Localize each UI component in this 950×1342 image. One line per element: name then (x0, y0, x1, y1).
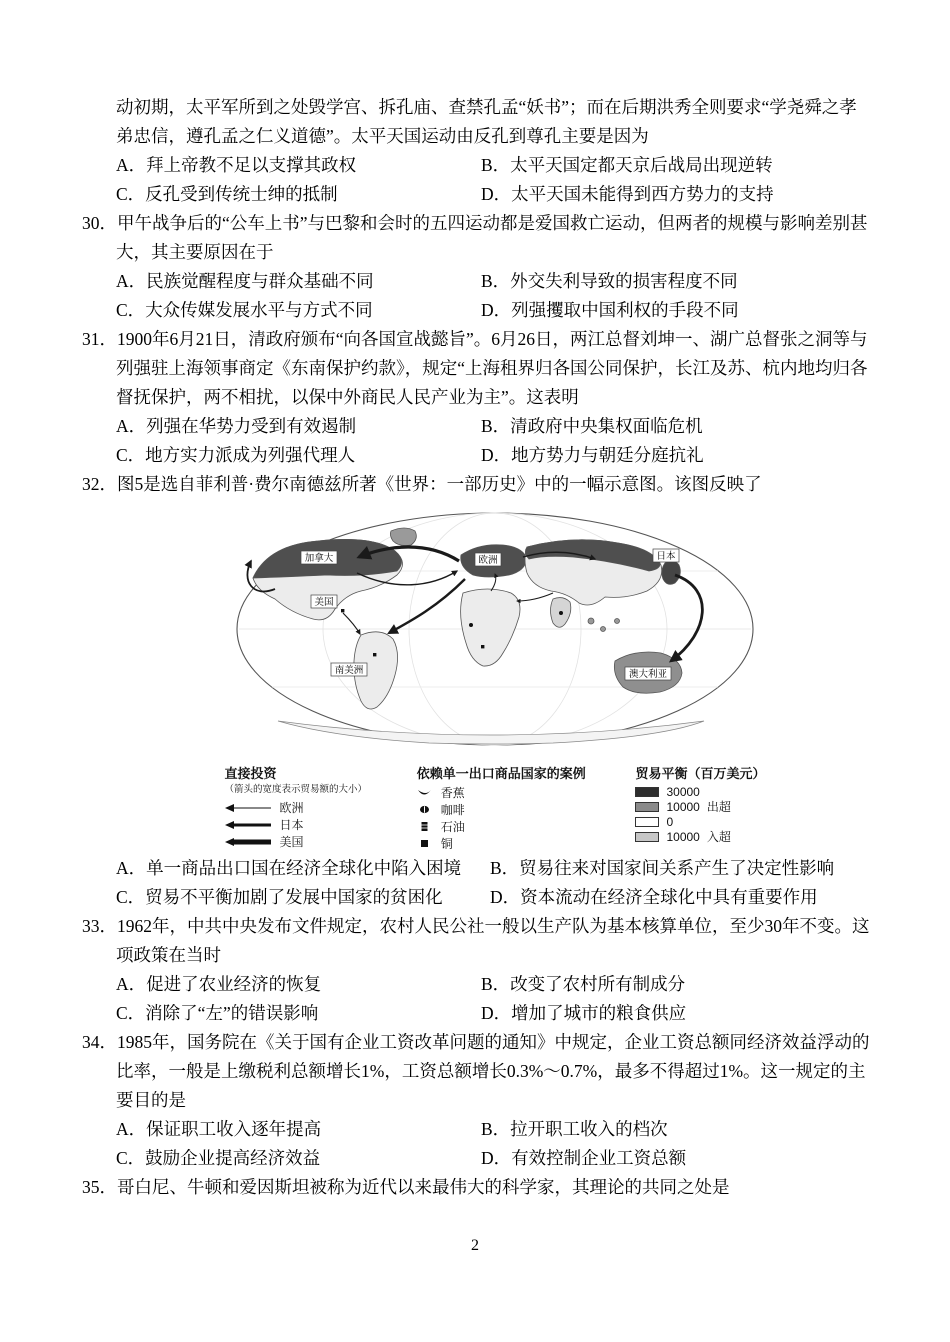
option-a: A．拜上帝教不足以支撑其政权 (116, 155, 357, 175)
legend-entry (417, 784, 586, 801)
legend-entry-label: 欧洲 (279, 801, 304, 815)
legend-entry-label: 咖啡 (440, 803, 465, 817)
legend-direct-investment (225, 766, 368, 852)
southeast-asia-island (600, 627, 605, 632)
scale-note: 入超 (706, 830, 731, 844)
legend-entry (225, 816, 368, 833)
option-a: A．保证职工收入逐年提高 (116, 1119, 322, 1139)
option-c: C．鼓励企业提高经济效益 (116, 1148, 321, 1168)
legend-entry (225, 833, 368, 850)
legend-title: 直接投资 (224, 766, 277, 781)
banana-icon (417, 787, 433, 798)
map-legend (223, 766, 768, 852)
question-33-stem-text: 1962年，中共中央发布文件规定，农村人民公社一般以生产队为基本核算单位，至少30年不变。这项政策在当时 (116, 916, 870, 965)
svg-text:日本: 日本 (655, 552, 676, 562)
option-c: C．大众传媒发展水平与方式不同 (116, 300, 373, 320)
question-29-options (116, 151, 874, 209)
scale-value: 10000 (666, 829, 700, 844)
option-b: B．改变了农村所有制成分 (481, 974, 686, 994)
scale-note: 出超 (706, 800, 731, 814)
option-b: B．清政府中央集权面临危机 (481, 416, 703, 436)
option-b: B．太平天国定都天京后战局出现逆转 (481, 155, 773, 175)
option-b: B．外交失利导致的损害程度不同 (481, 271, 738, 291)
option-row (116, 883, 874, 912)
question-number: 34． (82, 1032, 117, 1052)
map-label-usa (311, 595, 337, 608)
question-31 (82, 325, 874, 470)
exam-page-content (82, 93, 874, 1202)
legend-single-export (417, 766, 586, 852)
option-row (116, 854, 874, 883)
legend-entry (417, 801, 586, 818)
legend-title: 依赖单一出口商品国家的案例 (416, 766, 586, 781)
map-label-australia (625, 667, 671, 680)
question-34-stem (82, 1028, 874, 1115)
option-row (116, 441, 874, 470)
question-32-stem (82, 470, 874, 499)
europe-arrow-icon (225, 803, 271, 812)
legend-title: 贸易平衡（百万美元） (635, 766, 766, 781)
question-32 (82, 470, 874, 912)
question-35-stem-text: 哥白尼、牛顿和爱因斯坦被称为近代以来最伟大的科学家，其理论的共同之处是 (117, 1177, 730, 1197)
scale-box-dark (635, 787, 659, 797)
copper-icon (417, 838, 433, 849)
option-row (116, 151, 874, 180)
trade-balance-row (635, 784, 765, 799)
option-c: C．反孔受到传统士绅的抵制 (116, 184, 338, 204)
option-row (116, 296, 874, 325)
svg-text:加拿大: 加拿大 (304, 554, 333, 564)
option-d: D．有效控制企业工资总额 (481, 1148, 687, 1168)
scale-box-mid (635, 802, 659, 812)
option-c: C．贸易不平衡加剧了发展中国家的贫困化 (116, 887, 443, 907)
question-30-stem-text: 甲午战争后的“公车上书”与巴黎和会时的五四运动都是爱国救亡运动，但两者的规模与影响差别甚大，其主要原因在于 (116, 213, 868, 262)
svg-text:澳大利亚: 澳大利亚 (628, 670, 667, 680)
svg-text:美国: 美国 (313, 598, 334, 608)
greenland-shape (390, 528, 416, 546)
option-row (116, 180, 874, 209)
figure-5-world-trade-map (223, 503, 768, 852)
question-32-stem-text: 图5是选自菲利普·费尔南德兹所著《世界：一部历史》中的一幅示意图。该图反映了 (117, 474, 762, 494)
option-row (116, 999, 874, 1028)
map-label-canada (301, 551, 337, 564)
question-32-options (116, 854, 874, 912)
legend-entry-label: 铜 (440, 837, 453, 851)
legend-entry-label: 石油 (440, 820, 465, 834)
question-33 (82, 912, 874, 1028)
legend-entry (417, 835, 586, 852)
trade-balance-row (635, 799, 765, 814)
question-30 (82, 209, 874, 325)
trade-balance-row (635, 829, 765, 844)
question-number: 35． (82, 1177, 117, 1197)
question-33-stem (82, 912, 874, 970)
japan-arrow-icon (225, 820, 271, 829)
world-map (223, 503, 768, 758)
option-row (116, 412, 874, 441)
option-c: C．消除了“左”的错误影响 (116, 1003, 319, 1023)
question-31-stem (82, 325, 874, 412)
question-30-stem (82, 209, 874, 267)
oil-barrel-icon (417, 821, 433, 832)
option-c: C．地方实力派成为列强代理人 (116, 445, 356, 465)
option-d: D．列强攫取中国利权的手段不同 (481, 300, 739, 320)
question-29-continuation (82, 93, 874, 209)
question-number: 32． (82, 474, 117, 494)
question-31-options (116, 412, 874, 470)
question-29-stem: 动初期，太平军所到之处毁学宫、拆孔庙、查禁孔孟“妖书”；而在后期洪秀全则要求“学尧舜之孝弟忠信，遵孔孟之仁义道德”。太平天国运动由反孔到尊孔主要是因为 (116, 97, 857, 146)
option-d: D．增加了城市的粮食供应 (481, 1003, 687, 1023)
question-34 (82, 1028, 874, 1173)
option-b: B．贸易往来对国家间关系产生了决定性影响 (490, 858, 835, 878)
option-row (116, 1144, 874, 1173)
question-31-stem-text: 1900年6月21日，清政府颁布“向各国宣战懿旨”。6月26日，两江总督刘坤一、湖广总督张之洞等与列强驻上海领事商定《东南保护约款》，规定“上海租界归各国公同保护，长江及苏、杭内地均归各督抚保护，两不相扰，以保中外商民人民产业为主”。这表明 (116, 329, 868, 407)
question-34-options (116, 1115, 874, 1173)
question-number: 30． (82, 213, 117, 233)
scale-box-zero (635, 817, 659, 827)
map-label-japan (653, 549, 679, 562)
scale-box-light (635, 832, 659, 842)
map-label-south-america (331, 663, 367, 676)
scale-value: 0 (666, 814, 674, 829)
option-row (116, 1115, 874, 1144)
option-d: D．地方势力与朝廷分庭抗礼 (481, 445, 704, 465)
option-a: A．民族觉醒程度与群众基础不同 (116, 271, 374, 291)
japan-shaded-region (661, 560, 679, 584)
option-a: A．促进了农业经济的恢复 (116, 974, 322, 994)
option-row (116, 267, 874, 296)
scale-value: 30000 (666, 784, 700, 799)
question-34-stem-text: 1985年，国务院在《关于国有企业工资改革问题的通知》中规定，企业工资总额同经济效益浮动的比率，一般是上缴税利总额增长1%，工资总额增长0.3%～0.7%，最多不得超过1%。这一规定的主要目的是 (116, 1032, 870, 1110)
question-35-stem (82, 1173, 874, 1202)
legend-entry (225, 799, 368, 816)
option-a: A．列强在华势力受到有效遏制 (116, 416, 357, 436)
svg-text:南美洲: 南美洲 (334, 666, 363, 676)
map-label-europe (475, 553, 501, 566)
southeast-asia-island (588, 618, 594, 624)
question-33-options (116, 970, 874, 1028)
legend-entry-label: 美国 (279, 835, 304, 849)
option-d: D．太平天国未能得到西方势力的支持 (481, 184, 774, 204)
question-30-options (116, 267, 874, 325)
legend-entry-label: 日本 (279, 818, 304, 832)
option-d: D．资本流动在经济全球化中具有重要作用 (490, 887, 818, 907)
africa-shape (460, 589, 519, 666)
page-number: 2 (471, 1237, 479, 1254)
question-number: 33． (82, 916, 117, 936)
legend-subtitle: （箭头的宽度表示贸易额的大小） (224, 784, 368, 795)
southeast-asia-island (614, 619, 619, 624)
option-b: B．拉开职工收入的档次 (481, 1119, 668, 1139)
question-number: 31． (82, 329, 117, 349)
usa-arrow-icon (225, 837, 271, 846)
option-row (116, 970, 874, 999)
svg-text:欧洲: 欧洲 (477, 556, 498, 566)
question-35 (82, 1173, 874, 1202)
option-a: A．单一商品出口国在经济全球化中陷入困境 (116, 858, 462, 878)
legend-entry (417, 818, 586, 835)
scale-value: 10000 (666, 799, 700, 814)
legend-entry-label: 香蕉 (440, 786, 465, 800)
coffee-icon (417, 804, 433, 815)
trade-balance-row (635, 814, 765, 829)
legend-trade-balance (635, 766, 765, 852)
